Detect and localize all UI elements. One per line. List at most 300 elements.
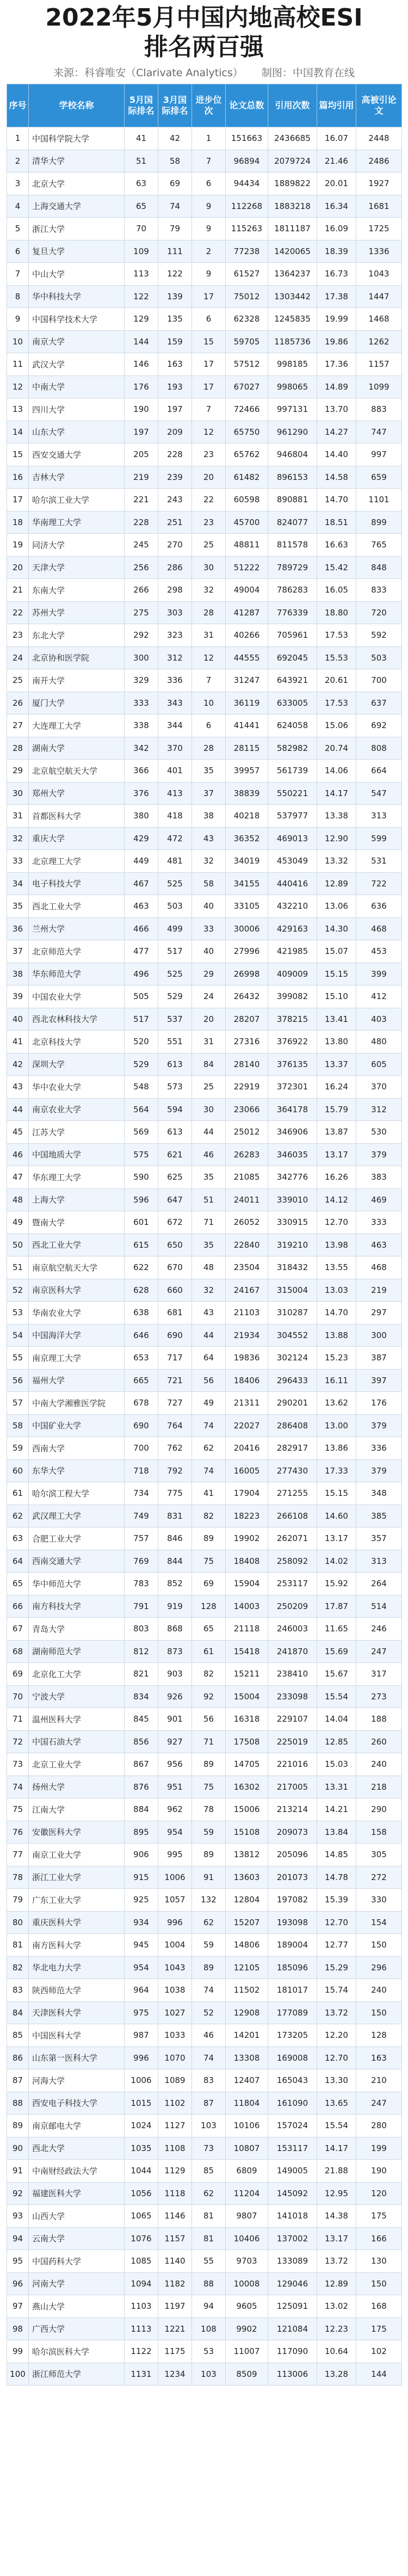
march-rank-cell: 228 [158, 443, 192, 466]
university-name-cell: 中南财经政法大学 [29, 2160, 125, 2183]
university-name-cell: 中国科学技术大学 [29, 308, 125, 331]
highly-cited-cell: 1262 [356, 330, 402, 353]
highly-cited-cell: 188 [356, 1708, 402, 1731]
university-name-cell: 中国海洋大学 [29, 1324, 125, 1347]
papers-cell: 26432 [226, 985, 268, 1008]
highly-cited-cell: 317 [356, 1663, 402, 1686]
citations-cell: 310287 [268, 1302, 317, 1324]
march-rank-cell: 481 [158, 850, 192, 873]
citations-per-paper-cell: 13.72 [317, 2250, 356, 2273]
papers-cell: 67027 [226, 375, 268, 398]
citations-per-paper-cell: 14.38 [317, 2205, 356, 2228]
rank-change-cell: 71 [192, 1730, 226, 1753]
march-rank-cell: 413 [158, 782, 192, 805]
rank-change-cell: 31 [192, 624, 226, 647]
rank-change-cell: 9 [192, 218, 226, 241]
march-rank-cell: 873 [158, 1640, 192, 1663]
highly-cited-cell: 264 [356, 1573, 402, 1595]
rank-change-cell: 89 [192, 1956, 226, 1979]
papers-cell: 21118 [226, 1618, 268, 1641]
may-rank-cell: 1113 [125, 2318, 158, 2340]
university-name-cell: 河南大学 [29, 2272, 125, 2295]
may-rank-cell: 245 [125, 534, 158, 557]
rank-cell: 79 [7, 1889, 29, 1912]
highly-cited-cell: 336 [356, 1437, 402, 1460]
table-row [7, 421, 402, 443]
march-rank-cell: 831 [158, 1505, 192, 1527]
rank-change-cell: 83 [192, 2069, 226, 2092]
rank-cell: 70 [7, 1685, 29, 1708]
citations-cell: 440416 [268, 872, 317, 895]
rank-change-cell: 12 [192, 421, 226, 443]
rank-cell: 18 [7, 511, 29, 534]
citations-cell: 409009 [268, 963, 317, 985]
march-rank-cell: 401 [158, 760, 192, 782]
table-row [7, 2182, 402, 2205]
march-rank-cell: 418 [158, 805, 192, 828]
rank-change-cell: 46 [192, 1143, 226, 1166]
rank-change-cell: 74 [192, 2047, 226, 2069]
citations-cell: 117090 [268, 2340, 317, 2363]
may-rank-cell: 467 [125, 872, 158, 895]
citations-per-paper-cell: 12.77 [317, 1934, 356, 1957]
highly-cited-cell: 720 [356, 601, 402, 624]
rank-cell: 72 [7, 1730, 29, 1753]
highly-cited-cell: 747 [356, 421, 402, 443]
table-row [7, 692, 402, 714]
citations-cell: 786283 [268, 579, 317, 602]
papers-cell: 20416 [226, 1437, 268, 1460]
papers-cell: 6809 [226, 2160, 268, 2183]
may-rank-cell: 300 [125, 646, 158, 669]
citations-per-paper-cell: 12.70 [317, 1211, 356, 1234]
papers-cell: 15108 [226, 1821, 268, 1844]
table-row [7, 2250, 402, 2273]
university-name-cell: 陕西师范大学 [29, 1979, 125, 2002]
may-rank-cell: 821 [125, 1663, 158, 1686]
university-name-cell: 北京大学 [29, 172, 125, 195]
table-row [7, 1934, 402, 1957]
papers-cell: 33105 [226, 895, 268, 918]
citations-cell: 197082 [268, 1889, 317, 1912]
table-row [7, 1211, 402, 1234]
rank-change-cell: 85 [192, 2160, 226, 2183]
citations-per-paper-cell: 13.87 [317, 1121, 356, 1144]
highly-cited-cell: 219 [356, 1279, 402, 1302]
citations-cell: 896153 [268, 466, 317, 489]
rank-cell: 65 [7, 1573, 29, 1595]
rank-change-cell: 55 [192, 2250, 226, 2273]
highly-cited-cell: 833 [356, 579, 402, 602]
march-rank-cell: 197 [158, 398, 192, 421]
rank-cell: 46 [7, 1143, 29, 1166]
march-rank-cell: 303 [158, 601, 192, 624]
highly-cited-cell: 199 [356, 2137, 402, 2160]
highly-cited-cell: 150 [356, 2272, 402, 2295]
citations-per-paper-cell: 18.51 [317, 511, 356, 534]
papers-cell: 15207 [226, 1911, 268, 1934]
citations-per-paper-cell: 12.70 [317, 1911, 356, 1934]
highly-cited-cell: 175 [356, 2205, 402, 2228]
highly-cited-cell: 547 [356, 782, 402, 805]
highly-cited-cell: 883 [356, 398, 402, 421]
rank-change-cell: 20 [192, 466, 226, 489]
citations-per-paper-cell: 16.24 [317, 1076, 356, 1099]
citations-per-paper-cell: 13.62 [317, 1392, 356, 1415]
citations-cell: 246003 [268, 1618, 317, 1641]
table-row [7, 2295, 402, 2318]
university-name-cell: 暨南大学 [29, 1211, 125, 1234]
table-row [7, 601, 402, 624]
rank-cell: 82 [7, 1956, 29, 1979]
march-rank-cell: 1175 [158, 2340, 192, 2363]
table-row [7, 2160, 402, 2183]
rank-change-cell: 10 [192, 692, 226, 714]
rank-cell: 43 [7, 1076, 29, 1099]
rank-cell: 15 [7, 443, 29, 466]
citations-cell: 946804 [268, 443, 317, 466]
citations-per-paper-cell: 20.74 [317, 737, 356, 760]
highly-cited-cell: 2486 [356, 150, 402, 172]
citations-per-paper-cell: 16.11 [317, 1369, 356, 1392]
citations-per-paper-cell: 21.88 [317, 2160, 356, 2183]
highly-cited-cell: 150 [356, 1934, 402, 1957]
highly-cited-cell: 700 [356, 669, 402, 692]
column-header: 高被引论文 [356, 84, 402, 127]
citations-per-paper-cell: 13.06 [317, 895, 356, 918]
citations-per-paper-cell: 19.86 [317, 330, 356, 353]
highly-cited-cell: 379 [356, 1414, 402, 1437]
rank-cell: 61 [7, 1482, 29, 1505]
citations-cell: 789729 [268, 556, 317, 579]
university-name-cell: 华东师范大学 [29, 963, 125, 985]
rank-change-cell: 31 [192, 1031, 226, 1053]
citations-cell: 165043 [268, 2069, 317, 2092]
rank-cell: 57 [7, 1392, 29, 1415]
university-name-cell: 云南大学 [29, 2227, 125, 2250]
table-row [7, 2137, 402, 2160]
rank-change-cell: 62 [192, 1437, 226, 1460]
column-header: 篇均引用 [317, 84, 356, 127]
table-row [7, 1279, 402, 1302]
table-row [7, 1911, 402, 1934]
citations-per-paper-cell: 15.39 [317, 1889, 356, 1912]
march-rank-cell: 995 [158, 1844, 192, 1866]
may-rank-cell: 228 [125, 511, 158, 534]
papers-cell: 30006 [226, 917, 268, 940]
may-rank-cell: 366 [125, 760, 158, 782]
rank-change-cell: 73 [192, 2137, 226, 2160]
table-row [7, 2318, 402, 2340]
highly-cited-cell: 296 [356, 1956, 402, 1979]
rank-cell: 63 [7, 1527, 29, 1550]
table-row [7, 917, 402, 940]
citations-per-paper-cell: 15.42 [317, 556, 356, 579]
citations-per-paper-cell: 14.70 [317, 1302, 356, 1324]
highly-cited-cell: 463 [356, 1234, 402, 1256]
rank-cell: 24 [7, 646, 29, 669]
may-rank-cell: 1076 [125, 2227, 158, 2250]
rank-cell: 95 [7, 2250, 29, 2273]
rank-change-cell: 32 [192, 579, 226, 602]
citations-per-paper-cell: 13.17 [317, 1527, 356, 1550]
table-row [7, 2340, 402, 2363]
may-rank-cell: 477 [125, 940, 158, 963]
may-rank-cell: 266 [125, 579, 158, 602]
rank-change-cell: 6 [192, 714, 226, 737]
citations-per-paper-cell: 15.79 [317, 1098, 356, 1121]
rank-change-cell: 32 [192, 1279, 226, 1302]
march-rank-cell: 762 [158, 1437, 192, 1460]
rank-cell: 26 [7, 692, 29, 714]
march-rank-cell: 927 [158, 1730, 192, 1753]
papers-cell: 48811 [226, 534, 268, 557]
citations-per-paper-cell: 12.70 [317, 2047, 356, 2069]
may-rank-cell: 51 [125, 150, 158, 172]
march-rank-cell: 74 [158, 195, 192, 218]
university-name-cell: 北京理工大学 [29, 850, 125, 873]
citations-cell: 177089 [268, 2001, 317, 2024]
table-row [7, 1595, 402, 1618]
table-row [7, 1730, 402, 1753]
citations-per-paper-cell: 13.17 [317, 2227, 356, 2250]
papers-cell: 13603 [226, 1866, 268, 1889]
rank-change-cell: 51 [192, 1188, 226, 1211]
university-name-cell: 扬州大学 [29, 1776, 125, 1798]
march-rank-cell: 625 [158, 1166, 192, 1189]
rank-cell: 38 [7, 963, 29, 985]
rank-cell: 29 [7, 760, 29, 782]
highly-cited-cell: 168 [356, 2295, 402, 2318]
rank-change-cell: 2 [192, 240, 226, 263]
citations-per-paper-cell: 13.32 [317, 850, 356, 873]
rank-cell: 22 [7, 601, 29, 624]
citations-per-paper-cell: 16.26 [317, 1166, 356, 1189]
rank-cell: 96 [7, 2272, 29, 2295]
table-row [7, 1798, 402, 1821]
may-rank-cell: 529 [125, 1053, 158, 1076]
university-name-cell: 南京航空航天大学 [29, 1256, 125, 1279]
university-name-cell: 东南大学 [29, 579, 125, 602]
may-rank-cell: 1015 [125, 2092, 158, 2115]
citations-per-paper-cell: 14.70 [317, 489, 356, 511]
university-name-cell: 西南大学 [29, 1437, 125, 1460]
may-rank-cell: 906 [125, 1844, 158, 1866]
highly-cited-cell: 102 [356, 2340, 402, 2363]
papers-cell: 36119 [226, 692, 268, 714]
citations-per-paper-cell: 17.53 [317, 624, 356, 647]
citations-cell: 372301 [268, 1076, 317, 1099]
may-rank-cell: 329 [125, 669, 158, 692]
table-row [7, 1437, 402, 1460]
rank-cell: 14 [7, 421, 29, 443]
citations-cell: 205096 [268, 1844, 317, 1866]
may-rank-cell: 429 [125, 827, 158, 850]
may-rank-cell: 144 [125, 330, 158, 353]
highly-cited-cell: 397 [356, 1369, 402, 1392]
papers-cell: 36352 [226, 827, 268, 850]
citations-cell: 304552 [268, 1324, 317, 1347]
rank-change-cell: 1 [192, 127, 226, 150]
may-rank-cell: 615 [125, 1234, 158, 1256]
table-header-row [7, 84, 402, 127]
table-row [7, 2001, 402, 2024]
highly-cited-cell: 1927 [356, 172, 402, 195]
march-rank-cell: 573 [158, 1076, 192, 1099]
march-rank-cell: 139 [158, 285, 192, 308]
citations-cell: 421985 [268, 940, 317, 963]
may-rank-cell: 219 [125, 466, 158, 489]
university-name-cell: 中国地质大学 [29, 1143, 125, 1166]
citations-per-paper-cell: 13.28 [317, 2363, 356, 2386]
citations-cell: 169008 [268, 2047, 317, 2069]
papers-cell: 28207 [226, 1008, 268, 1031]
table-row [7, 1550, 402, 1573]
table-row [7, 1573, 402, 1595]
rank-change-cell: 74 [192, 1979, 226, 2002]
citations-cell: 189004 [268, 1934, 317, 1957]
university-name-cell: 深圳大学 [29, 1053, 125, 1076]
university-name-cell: 浙江大学 [29, 218, 125, 241]
highly-cited-cell: 637 [356, 692, 402, 714]
papers-cell: 9807 [226, 2205, 268, 2228]
table-row [7, 2047, 402, 2069]
may-rank-cell: 867 [125, 1753, 158, 1776]
citations-per-paper-cell: 16.63 [317, 534, 356, 557]
rank-change-cell: 56 [192, 1708, 226, 1731]
papers-cell: 24011 [226, 1188, 268, 1211]
citations-cell: 238410 [268, 1663, 317, 1686]
rank-change-cell: 35 [192, 1166, 226, 1189]
rank-cell: 45 [7, 1121, 29, 1144]
university-name-cell: 电子科技大学 [29, 872, 125, 895]
citations-cell: 2079724 [268, 150, 317, 172]
citations-per-paper-cell: 15.69 [317, 1640, 356, 1663]
citations-cell: 149005 [268, 2160, 317, 2183]
march-rank-cell: 79 [158, 218, 192, 241]
university-name-cell: 中山大学 [29, 263, 125, 286]
university-name-cell: 南京医科大学 [29, 1279, 125, 1302]
rank-change-cell: 82 [192, 1663, 226, 1686]
table-row [7, 172, 402, 195]
citations-per-paper-cell: 14.02 [317, 1550, 356, 1573]
papers-cell: 28140 [226, 1053, 268, 1076]
citations-cell: 153117 [268, 2137, 317, 2160]
citations-cell: 550221 [268, 782, 317, 805]
papers-cell: 10807 [226, 2137, 268, 2160]
citations-per-paper-cell: 19.99 [317, 308, 356, 331]
may-rank-cell: 1094 [125, 2272, 158, 2295]
papers-cell: 151663 [226, 127, 268, 150]
rank-cell: 10 [7, 330, 29, 353]
highly-cited-cell: 1157 [356, 353, 402, 376]
may-rank-cell: 964 [125, 1979, 158, 2002]
citations-cell: 225019 [268, 1730, 317, 1753]
papers-cell: 12105 [226, 1956, 268, 1979]
citations-per-paper-cell: 12.90 [317, 827, 356, 850]
rank-cell: 80 [7, 1911, 29, 1934]
highly-cited-cell: 848 [356, 556, 402, 579]
citations-cell: 141018 [268, 2205, 317, 2228]
rank-change-cell: 88 [192, 2272, 226, 2295]
table-row [7, 1527, 402, 1550]
rank-change-cell: 132 [192, 1889, 226, 1912]
march-rank-cell: 926 [158, 1685, 192, 1708]
citations-cell: 296433 [268, 1369, 317, 1392]
table-row [7, 127, 402, 150]
table-row [7, 1708, 402, 1731]
university-name-cell: 上海大学 [29, 1188, 125, 1211]
rank-change-cell: 37 [192, 782, 226, 805]
citations-per-paper-cell: 15.03 [317, 1753, 356, 1776]
papers-cell: 44555 [226, 646, 268, 669]
rank-change-cell: 62 [192, 2182, 226, 2205]
papers-cell: 15904 [226, 1573, 268, 1595]
papers-cell: 22027 [226, 1414, 268, 1437]
citations-per-paper-cell: 13.37 [317, 1053, 356, 1076]
rank-cell: 5 [7, 218, 29, 241]
citations-cell: 890881 [268, 489, 317, 511]
rank-change-cell: 7 [192, 398, 226, 421]
citations-per-paper-cell: 16.07 [317, 127, 356, 150]
march-rank-cell: 537 [158, 1008, 192, 1031]
citations-per-paper-cell: 13.03 [317, 1279, 356, 1302]
table-row [7, 1076, 402, 1099]
citations-cell: 453049 [268, 850, 317, 873]
march-rank-cell: 517 [158, 940, 192, 963]
rank-cell: 48 [7, 1188, 29, 1211]
march-rank-cell: 681 [158, 1302, 192, 1324]
table-body [7, 127, 402, 2386]
march-rank-cell: 344 [158, 714, 192, 737]
citations-per-paper-cell: 21.46 [317, 150, 356, 172]
papers-cell: 14705 [226, 1753, 268, 1776]
papers-cell: 96894 [226, 150, 268, 172]
source-line [0, 62, 408, 84]
citations-per-paper-cell: 13.98 [317, 1234, 356, 1256]
citations-per-paper-cell: 13.84 [317, 1821, 356, 1844]
table-row [7, 285, 402, 308]
university-name-cell: 中国农业大学 [29, 985, 125, 1008]
may-rank-cell: 856 [125, 1730, 158, 1753]
table-row [7, 1188, 402, 1211]
citations-cell: 229107 [268, 1708, 317, 1731]
table-row [7, 624, 402, 647]
highly-cited-cell: 247 [356, 2092, 402, 2115]
highly-cited-cell: 163 [356, 2047, 402, 2069]
highly-cited-cell: 379 [356, 1143, 402, 1166]
march-rank-cell: 343 [158, 692, 192, 714]
highly-cited-cell: 599 [356, 827, 402, 850]
citations-per-paper-cell: 14.27 [317, 421, 356, 443]
rank-cell: 19 [7, 534, 29, 557]
rank-change-cell: 35 [192, 1234, 226, 1256]
may-rank-cell: 41 [125, 127, 158, 150]
university-name-cell: 厦门大学 [29, 692, 125, 714]
rank-cell: 16 [7, 466, 29, 489]
citations-per-paper-cell: 12.85 [317, 1730, 356, 1753]
march-rank-cell: 525 [158, 872, 192, 895]
rank-cell: 30 [7, 782, 29, 805]
highly-cited-cell: 348 [356, 1482, 402, 1505]
table-row [7, 805, 402, 828]
march-rank-cell: 472 [158, 827, 192, 850]
citations-cell: 633005 [268, 692, 317, 714]
university-name-cell: 南京工业大学 [29, 1844, 125, 1866]
citations-per-paper-cell: 10.64 [317, 2340, 356, 2363]
citations-per-paper-cell: 12.89 [317, 2272, 356, 2295]
citations-per-paper-cell: 12.20 [317, 2024, 356, 2047]
